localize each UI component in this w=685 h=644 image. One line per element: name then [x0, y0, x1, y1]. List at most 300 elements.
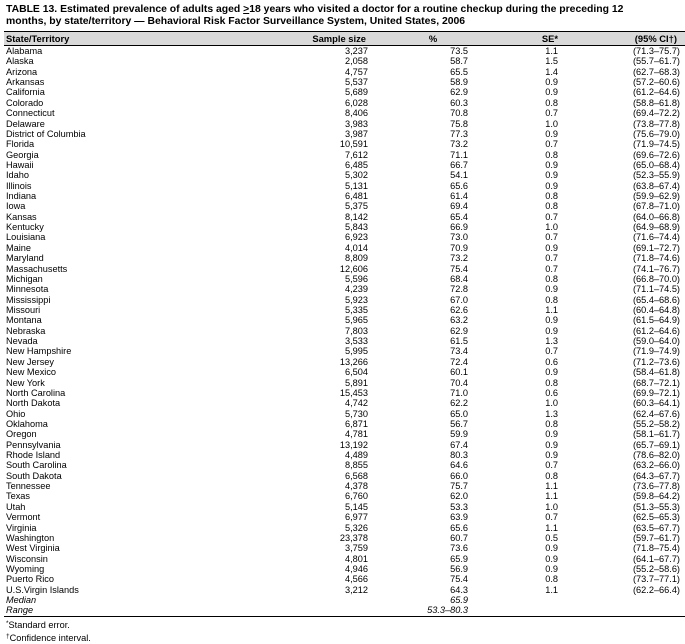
cell-percent: 60.7: [450, 532, 468, 543]
header-sample-size: Sample size: [256, 32, 368, 46]
table-row: [4, 119, 685, 129]
cell-state: Arkansas: [6, 77, 45, 88]
cell-ci: (59.9–62.9): [633, 191, 680, 202]
cell-sample-size: 3,983: [345, 118, 368, 129]
cell-state: Iowa: [6, 201, 26, 212]
cell-state: Indiana: [6, 191, 37, 202]
cell-sample-size: 5,131: [345, 180, 368, 191]
cell-percent: 59.9: [450, 429, 468, 440]
cell-se: 0.8: [545, 574, 558, 585]
cell-state: Idaho: [6, 170, 29, 181]
table-row: [4, 274, 685, 284]
cell-state: Nevada: [6, 336, 38, 347]
cell-sample-size: 5,326: [345, 522, 368, 533]
cell-percent: 75.8: [450, 118, 468, 129]
cell-sample-size: 6,871: [345, 418, 368, 429]
cell-percent: 53.3: [450, 501, 468, 512]
cell-ci: (52.3–55.9): [633, 170, 680, 181]
cell-percent: 66.9: [450, 222, 468, 233]
cell-se: 0.8: [545, 294, 558, 305]
cell-sample-size: 4,566: [345, 574, 368, 585]
median-row: [4, 595, 685, 605]
footnote-ci-text: Confidence interval.: [9, 632, 91, 643]
prevalence-table: [4, 31, 685, 617]
cell-se: 1.0: [545, 501, 558, 512]
cell-ci: (55.7–61.7): [633, 56, 680, 67]
range-row: [4, 605, 685, 616]
cell-se: 0.9: [545, 180, 558, 191]
table-row: [4, 160, 685, 170]
cell-sample-size: 5,335: [345, 304, 368, 315]
cell-se: 0.9: [545, 563, 558, 574]
range-value: 53.3–80.3: [368, 605, 468, 616]
table-row: [4, 305, 685, 315]
cell-ci: (66.8–70.0): [633, 273, 680, 284]
cell-state: Louisiana: [6, 232, 46, 243]
cell-sample-size: 5,730: [345, 408, 368, 419]
cell-state: Puerto Rico: [6, 574, 55, 585]
cell-state: Washington: [6, 532, 55, 543]
cell-se: 0.9: [545, 367, 558, 378]
cell-sample-size: 4,239: [345, 284, 368, 295]
table-row: [4, 564, 685, 574]
table-row: [4, 429, 685, 439]
cell-state: Maryland: [6, 253, 44, 264]
cell-percent: 65.9: [450, 553, 468, 564]
cell-se: 0.9: [545, 325, 558, 336]
cell-state: Kansas: [6, 211, 37, 222]
cell-percent: 71.1: [450, 149, 468, 160]
cell-state: Kentucky: [6, 222, 44, 233]
table-row: [4, 46, 685, 57]
cell-percent: 62.9: [450, 325, 468, 336]
cell-sample-size: 6,568: [345, 470, 368, 481]
cell-state: Florida: [6, 139, 35, 150]
table-row: [4, 150, 685, 160]
cell-state: Colorado: [6, 97, 44, 108]
cell-ci: (65.0–68.4): [633, 159, 680, 170]
cell-percent: 75.7: [450, 481, 468, 492]
footnote-ci: [6, 631, 637, 644]
cell-ci: (65.4–68.6): [633, 294, 680, 305]
cell-percent: 64.3: [450, 584, 468, 595]
cell-ci: (61.5–64.9): [633, 315, 680, 326]
table-row: [4, 398, 685, 408]
cell-ci: (64.3–67.7): [633, 470, 680, 481]
cell-se: 0.8: [545, 418, 558, 429]
cell-ci: (62.2–66.4): [633, 584, 680, 595]
table-row: [4, 409, 685, 419]
cell-se: 0.7: [545, 139, 558, 150]
cell-state: New Mexico: [6, 367, 57, 378]
cell-sample-size: 6,028: [345, 97, 368, 108]
cell-se: 0.9: [545, 429, 558, 440]
table-header-row: [4, 32, 685, 46]
cell-state: New York: [6, 377, 45, 388]
cell-ci: (62.7–68.3): [633, 66, 680, 77]
cell-sample-size: 12,606: [339, 263, 368, 274]
table-row: [4, 554, 685, 564]
cell-se: 0.9: [545, 553, 558, 564]
cell-se: 0.7: [545, 346, 558, 357]
cell-state: North Dakota: [6, 398, 61, 409]
median-value: 65.9: [450, 595, 468, 606]
cell-sample-size: 5,537: [345, 77, 368, 88]
cell-se: 0.9: [545, 77, 558, 88]
table-row: [4, 232, 685, 242]
cell-ci: (60.4–64.8): [633, 304, 680, 315]
table-row: [4, 87, 685, 97]
cell-sample-size: 15,453: [339, 387, 368, 398]
cell-sample-size: 5,375: [345, 201, 368, 212]
cell-state: Utah: [6, 501, 26, 512]
title-text-continued: 18 years who visited a doctor for a routine checkup during the preceding 12 months, by state/territory — Behavioral Risk Factor Surveillance System, United States, 2006: [6, 4, 624, 27]
table-row: [4, 98, 685, 108]
table-row: [4, 295, 685, 305]
cell-percent: 65.6: [450, 522, 468, 533]
table-title: [6, 4, 636, 28]
cell-se: 0.9: [545, 170, 558, 181]
table-row: [4, 170, 685, 180]
cell-state: Arizona: [6, 66, 38, 77]
cell-sample-size: 2,058: [345, 56, 368, 67]
cell-sample-size: 5,923: [345, 294, 368, 305]
footnote-se-text: Standard error.: [8, 619, 70, 630]
cell-se: 0.9: [545, 128, 558, 139]
cell-sample-size: 8,142: [345, 211, 368, 222]
cell-se: 0.7: [545, 460, 558, 471]
cell-ci: (59.0–64.0): [633, 336, 680, 347]
cell-state: Rhode Island: [6, 450, 61, 461]
cell-state: Wyoming: [6, 563, 45, 574]
cell-state: West Virginia: [6, 543, 60, 554]
cell-se: 0.9: [545, 242, 558, 253]
table-summary: [4, 595, 685, 616]
cell-ci: (68.7–72.1): [633, 377, 680, 388]
cell-sample-size: 7,803: [345, 325, 368, 336]
cell-ci: (58.1–61.7): [633, 429, 680, 440]
table-row: [4, 212, 685, 222]
title-text: TABLE 13. Estimated prevalence of adults aged: [6, 4, 244, 15]
table-row: [4, 419, 685, 429]
cell-ci: (61.2–64.6): [633, 325, 680, 336]
cell-percent: 65.0: [450, 408, 468, 419]
cell-percent: 80.3: [450, 450, 468, 461]
table-row: [4, 264, 685, 274]
cell-sample-size: 8,809: [345, 253, 368, 264]
cell-sample-size: 10,591: [339, 139, 368, 150]
cell-se: 0.9: [545, 439, 558, 450]
table-row: [4, 388, 685, 398]
cell-sample-size: 13,266: [339, 356, 368, 367]
cell-state: Missouri: [6, 304, 41, 315]
cell-percent: 73.0: [450, 232, 468, 243]
cell-sample-size: 23,378: [339, 532, 368, 543]
cell-sample-size: 5,965: [345, 315, 368, 326]
cell-percent: 56.7: [450, 418, 468, 429]
cell-percent: 70.9: [450, 242, 468, 253]
cell-se: 0.5: [545, 532, 558, 543]
cell-se: 1.5: [545, 56, 558, 67]
cell-percent: 75.4: [450, 574, 468, 585]
cell-sample-size: 4,757: [345, 66, 368, 77]
cell-state: South Dakota: [6, 470, 62, 481]
cell-sample-size: 4,781: [345, 429, 368, 440]
cell-state: Connecticut: [6, 108, 55, 119]
cell-percent: 68.4: [450, 273, 468, 284]
cell-se: 0.7: [545, 263, 558, 274]
cell-ci: (60.3–64.1): [633, 398, 680, 409]
cell-percent: 64.6: [450, 460, 468, 471]
cell-ci: (71.8–75.4): [633, 543, 680, 554]
cell-ci: (75.6–79.0): [633, 128, 680, 139]
cell-ci: (78.6–82.0): [633, 450, 680, 461]
cell-percent: 62.6: [450, 304, 468, 315]
cell-ci: (69.4–72.2): [633, 108, 680, 119]
table-row: [4, 471, 685, 481]
cell-percent: 70.4: [450, 377, 468, 388]
footnotes: [4, 618, 637, 644]
cell-ci: (71.9–74.9): [633, 346, 680, 357]
table-row: [4, 326, 685, 336]
title-geq-symbol: >: [243, 4, 250, 15]
cell-se: 0.8: [545, 97, 558, 108]
cell-percent: 62.0: [450, 491, 468, 502]
cell-percent: 65.6: [450, 180, 468, 191]
cell-percent: 58.7: [450, 56, 468, 67]
cell-se: 0.9: [545, 87, 558, 98]
cell-state: Mississippi: [6, 294, 51, 305]
cell-se: 1.0: [545, 398, 558, 409]
cell-state: Vermont: [6, 512, 41, 523]
table-row: [4, 533, 685, 543]
cell-state: North Carolina: [6, 387, 66, 398]
cell-state: Alabama: [6, 46, 43, 56]
cell-percent: 60.1: [450, 367, 468, 378]
cell-se: 1.4: [545, 66, 558, 77]
cell-se: 1.0: [545, 118, 558, 129]
table-row: [4, 543, 685, 553]
table-row: [4, 502, 685, 512]
cell-se: 0.7: [545, 253, 558, 264]
cell-sample-size: 4,014: [345, 242, 368, 253]
cell-sample-size: 3,237: [345, 46, 368, 56]
header-state: State/Territory: [4, 32, 256, 46]
cell-ci: (67.8–71.0): [633, 201, 680, 212]
cell-state: Montana: [6, 315, 42, 326]
cell-state: U.S.Virgin Islands: [6, 584, 79, 595]
table-row: [4, 367, 685, 377]
table-row: [4, 181, 685, 191]
table-row: [4, 315, 685, 325]
table-row: [4, 108, 685, 118]
cell-se: 0.9: [545, 450, 558, 461]
cell-state: Massachusetts: [6, 263, 68, 274]
cell-se: 0.8: [545, 273, 558, 284]
cell-se: 1.1: [545, 584, 558, 595]
cell-state: Oregon: [6, 429, 37, 440]
cell-ci: (59.8–64.2): [633, 491, 680, 502]
cell-sample-size: 5,843: [345, 222, 368, 233]
cell-sample-size: 4,946: [345, 563, 368, 574]
table-row: [4, 201, 685, 211]
cell-state: Virginia: [6, 522, 37, 533]
cell-state: District of Columbia: [6, 128, 86, 139]
table-row: [4, 56, 685, 66]
document: [4, 0, 680, 644]
cell-ci: (73.6–77.8): [633, 481, 680, 492]
cell-sample-size: 13,192: [339, 439, 368, 450]
cell-state: Delaware: [6, 118, 45, 129]
cell-percent: 67.0: [450, 294, 468, 305]
cell-sample-size: 5,596: [345, 273, 368, 284]
cell-ci: (58.4–61.8): [633, 367, 680, 378]
cell-percent: 73.2: [450, 253, 468, 264]
cell-state: Hawaii: [6, 159, 34, 170]
footnote-se: [6, 618, 637, 631]
median-label: Median: [6, 595, 37, 606]
range-label: Range: [4, 605, 256, 616]
cell-se: 0.8: [545, 201, 558, 212]
cell-se: 1.3: [545, 408, 558, 419]
table-row: [4, 284, 685, 294]
cell-ci: (58.8–61.8): [633, 97, 680, 108]
cell-sample-size: 5,995: [345, 346, 368, 357]
cell-ci: (71.1–74.5): [633, 284, 680, 295]
table-row: [4, 346, 685, 356]
cell-percent: 70.8: [450, 108, 468, 119]
cell-sample-size: 3,212: [345, 584, 368, 595]
cell-ci: (64.0–66.8): [633, 211, 680, 222]
cell-sample-size: 6,923: [345, 232, 368, 243]
cell-percent: 62.9: [450, 87, 468, 98]
cell-sample-size: 6,485: [345, 159, 368, 170]
cell-percent: 73.6: [450, 543, 468, 554]
cell-ci: (69.1–72.7): [633, 242, 680, 253]
cell-percent: 66.0: [450, 470, 468, 481]
cell-percent: 73.5: [450, 46, 468, 56]
table-row: [4, 253, 685, 263]
cell-sample-size: 4,801: [345, 553, 368, 564]
table-row: [4, 139, 685, 149]
cell-percent: 67.4: [450, 439, 468, 450]
table-row: [4, 481, 685, 491]
cell-ci: (73.8–77.8): [633, 118, 680, 129]
cell-sample-size: 7,612: [345, 149, 368, 160]
cell-se: 1.1: [545, 46, 558, 56]
cell-se: 0.7: [545, 512, 558, 523]
cell-ci: (62.5–65.3): [633, 512, 680, 523]
cell-ci: (71.9–74.5): [633, 139, 680, 150]
table-row: [4, 440, 685, 450]
table-row: [4, 357, 685, 367]
cell-se: 0.8: [545, 377, 558, 388]
cell-se: 0.7: [545, 211, 558, 222]
cell-ci: (69.6–72.6): [633, 149, 680, 160]
table-row: [4, 222, 685, 232]
cell-percent: 72.4: [450, 356, 468, 367]
cell-se: 0.7: [545, 232, 558, 243]
cell-se: 1.1: [545, 522, 558, 533]
cell-se: 0.8: [545, 191, 558, 202]
cell-ci: (64.9–68.9): [633, 222, 680, 233]
cell-percent: 73.4: [450, 346, 468, 357]
cell-percent: 77.3: [450, 128, 468, 139]
table-row: [4, 491, 685, 501]
cell-ci: (71.3–75.7): [633, 46, 680, 56]
cell-se: 0.8: [545, 470, 558, 481]
table-row: [4, 378, 685, 388]
cell-ci: (57.2–60.6): [633, 77, 680, 88]
cell-se: 0.8: [545, 149, 558, 160]
cell-state: New Hampshire: [6, 346, 72, 357]
table-body: [4, 46, 685, 596]
footnote-se-mark: *: [6, 619, 9, 627]
header-percent: %: [368, 32, 468, 46]
cell-state: Minnesota: [6, 284, 49, 295]
footnote-ci-mark: †: [6, 632, 10, 640]
cell-state: Maine: [6, 242, 32, 253]
cell-percent: 75.4: [450, 263, 468, 274]
cell-ci: (63.8–67.4): [633, 180, 680, 191]
table-row: [4, 191, 685, 201]
cell-sample-size: 4,378: [345, 481, 368, 492]
header-se: SE*: [468, 32, 564, 46]
cell-state: Georgia: [6, 149, 39, 160]
cell-percent: 69.4: [450, 201, 468, 212]
table-row: [4, 585, 685, 595]
cell-se: 1.1: [545, 491, 558, 502]
cell-sample-size: 6,760: [345, 491, 368, 502]
cell-ci: (74.1–76.7): [633, 263, 680, 274]
table-row: [4, 67, 685, 77]
cell-sample-size: 5,145: [345, 501, 368, 512]
cell-ci: (69.9–72.1): [633, 387, 680, 398]
cell-percent: 71.0: [450, 387, 468, 398]
cell-se: 1.0: [545, 222, 558, 233]
cell-state: Pennsylvania: [6, 439, 61, 450]
cell-se: 0.6: [545, 387, 558, 398]
cell-state: South Carolina: [6, 460, 67, 471]
cell-percent: 66.7: [450, 159, 468, 170]
cell-ci: (64.1–67.7): [633, 553, 680, 564]
cell-ci: (71.8–74.6): [633, 253, 680, 264]
cell-state: Alaska: [6, 56, 34, 67]
cell-state: Illinois: [6, 180, 32, 191]
cell-se: 0.9: [545, 284, 558, 295]
cell-state: Nebraska: [6, 325, 46, 336]
cell-se: 1.1: [545, 481, 558, 492]
cell-percent: 58.9: [450, 77, 468, 88]
cell-ci: (59.7–61.7): [633, 532, 680, 543]
cell-sample-size: 3,987: [345, 128, 368, 139]
cell-sample-size: 5,891: [345, 377, 368, 388]
cell-percent: 54.1: [450, 170, 468, 181]
cell-percent: 72.8: [450, 284, 468, 295]
cell-state: Texas: [6, 491, 30, 502]
cell-sample-size: 3,533: [345, 336, 368, 347]
cell-percent: 65.4: [450, 211, 468, 222]
table-row: [4, 336, 685, 346]
cell-sample-size: 5,302: [345, 170, 368, 181]
cell-percent: 63.2: [450, 315, 468, 326]
cell-ci: (65.7–69.1): [633, 439, 680, 450]
cell-percent: 60.3: [450, 97, 468, 108]
cell-ci: (71.6–74.4): [633, 232, 680, 243]
cell-ci: (62.4–67.6): [633, 408, 680, 419]
cell-state: Wisconsin: [6, 553, 48, 564]
cell-state: Oklahoma: [6, 418, 48, 429]
